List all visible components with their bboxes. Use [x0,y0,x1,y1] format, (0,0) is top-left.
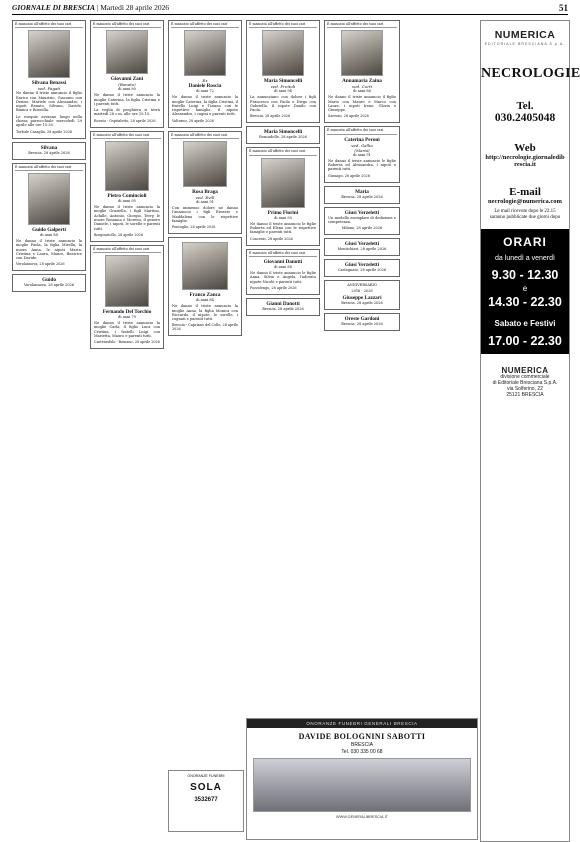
email-note: Le mail ricevute dopo le 22.15 saranno pubblicate due giorni dopo [489,209,561,220]
deceased-name: Oreste Gardoni [344,316,380,323]
deceased-name: Giusi Verzeletti [344,209,380,216]
deceased-age: di anni 88 [40,232,58,237]
deceased-name: Giuseppe Lazzari [342,295,382,302]
publication-name: GIORNALE DI BRESCIA [12,3,95,12]
ad-phone: Tel. 030 335 00 68 [341,749,383,755]
obituary-primo-florini [246,147,320,245]
obituary-giusi-verzeletti-2 [324,238,400,256]
deceased-nickname: (Maria) [354,147,370,153]
ad-website: WWW.GENERALIBRESCIA.IT [336,815,388,819]
necrologie-ad [480,20,580,842]
issue-date: Martedì 28 aprile 2026 [100,3,170,12]
hours-title: ORARI [503,235,547,249]
portrait-photo [184,30,226,76]
portrait-photo [183,141,227,187]
notice-line: È mancata all'affetto dei suoi cari [327,22,397,28]
notice-line: È mancata all'affetto dei suoi cari [15,22,83,28]
page-number: 51 [559,3,568,13]
deceased-name: Silvana [40,144,58,151]
obituary-annamaria-zaina [324,20,400,123]
obituary-franco-zanca [168,237,242,336]
numerica-subtitle: EDITORIALE BRESCIANA S.p.A. [484,42,566,46]
obituary-text: Con immenso dolore ne danno l'annuncio i figli Ernesto e Maddalena con le rispettive famiglie. [172,206,238,223]
obituary-text: Ne danno il triste annuncio la moglie Anna, la figlia Monica con Riccardo, il nipote, le sorelle, i cognati e parenti tutti. [172,304,238,322]
obituary-closing: Pozzolengo, 28 aprile 2026 [250,285,297,290]
obituary-text: Le esequie avranno luogo nella chiesa parrocchiale mercoledì 29 aprile alle ore 15.30. [16,114,82,128]
deceased-age: di anni 95 [118,199,136,204]
ad-onoranze-generali[interactable] [246,718,478,840]
deceased-age: di anni 88 [274,264,292,269]
obituary-closing: Brescia, 28 aprile 2026 [341,194,383,199]
portrait-photo [105,141,149,191]
deceased-name: Maria Simoncelli [263,78,303,85]
web-link[interactable]: http://necrologie.giornaledibrescia.it [485,154,565,168]
obituary-text: La veglia di preghiera si terrà martedì 28 c.m. alle ore 19.15. [94,108,160,117]
obituary-daniele-roscia [168,20,242,128]
obituary-fernando-del-torchio [90,245,164,349]
obituary-giovanni-zani [90,20,164,128]
deceased-age: di anni 91 [353,152,371,157]
obituary-closing: Brescia, 28 aprile 2026 [250,114,291,119]
ad-title: ONORANZE FUNEBRI [187,774,225,778]
ad-header: ONORANZE FUNEBRI GENERALI BRESCIA [247,719,477,728]
obituary-gianni-danotti [246,298,320,316]
footer-brand: NUMERICA [501,366,549,375]
column-5 [324,20,400,334]
obituary-closing: Gussago, 28 aprile 2026 [328,173,370,178]
obituary-closing: Verolanuova, 28 aprile 2026 [23,283,75,288]
deceased-name: Silvana Benassi [31,80,67,87]
obituary-maria-simoncelli [246,20,320,123]
notice-line: È mancato all'affetto dei suoi cari [93,22,161,28]
deceased-name: Giusi Verzeletti [344,262,380,269]
ad-city: BRESCIA [351,742,373,748]
deceased-subtitle: ved. Freitoli [270,84,296,90]
obituary-text: Ne danno il triste annuncio la moglie Caterina, la figlia Cristina e i parenti tutti. [94,93,160,106]
ad-phone: 3532677 [194,797,218,803]
portrait-photo [262,30,304,76]
deceased-subtitle: Ex [202,78,208,84]
deceased-name: Annamaria Zaina [342,78,382,85]
obituary-text: Ne danno il triste annuncio la moglie Caterina, la figlia Cristina, il fratello Luigi e Tiziano con le rispettive famiglie, il nipote Alessandro, i cugini e parenti tutti. [172,95,238,117]
tel-label: Tel. [516,100,534,112]
deceased-name: Daniele Roscia [188,83,222,90]
deceased-subtitle: ved. Pagati [37,86,61,92]
ad-footer [481,368,569,398]
obituary-oreste-gardoni [324,313,400,331]
obituary-closing: Pontoglio, 28 aprile 2026 [172,225,216,230]
deceased-name: Guido [42,277,56,284]
deceased-name: Giusi Verzeletti [344,241,380,248]
deceased-name: Maria [355,188,369,195]
tel-number[interactable]: 030.2405048 [494,112,556,124]
column-3 [168,20,242,339]
obituary-closing: Brescia, 28 aprile 2026 [341,301,383,306]
notice-line: È mancata all'affetto dei suoi cari [171,133,239,139]
obituary-silvana [12,142,86,160]
notice-line: È mancata all'affetto dei suoi cari [15,165,83,171]
notice-line: È mancato all'affetto dei suoi cari [249,149,317,155]
weekend-label: Sabato e Festivi [494,319,556,328]
obituary-closing: Brescia, 28 aprile 2026 [28,150,70,155]
ad-onoranze-sola[interactable] [168,770,244,832]
obituary-caterina-peroni [324,126,400,182]
deceased-age: di anni 94 [274,89,292,94]
obituary-rosa-braga [168,131,242,234]
anniversary-dates: 2016 - 2026 [351,289,373,294]
portrait-photo [28,30,70,78]
obituary-closing: Castegnato, 28 aprile 2026 [337,268,387,273]
obituary-closing: Volturno, 28 aprile 2026 [172,118,214,123]
page-header [12,2,568,15]
email-link[interactable]: necrologie@numerica.com [488,198,562,205]
obituary-closing: Montichiari, 28 aprile 2026 [337,247,387,252]
obituary-closing: Castenedolo - Remano, 28 aprile 2026 [94,340,160,345]
anniversary-label: ANNIVERSARIO [347,283,377,288]
notice-line: È mancato all'affetto dei suoi cari [93,247,161,253]
obituary-text: Ne danno il triste annuncio la moglie Paola, la figlia Mirella, la nuora Anna, le nipoti Marta, Cristina e Laura, Mauro, Beatrice con Davide. [16,238,82,261]
footer-line: divisione commerciale [500,374,550,380]
footer-city: 25121 BRESCIA [506,392,544,398]
obituary-closing: Brescia, 28 aprile 2026 [262,306,304,311]
obituary-text: La annunciano con dolore i figli Francesco con Paola e Diego con Gabriella, il nipote Danilo con Paola. [250,95,316,113]
email-label: E-mail [509,186,541,198]
portrait-photo [261,158,305,208]
deceased-age: di anni 72 [196,89,214,94]
notice-line: È mancato all'affetto dei suoi cari [93,133,161,139]
deceased-subtitle: ved. Corti [352,84,372,90]
deceased-subtitle: ved. Evill [195,195,215,201]
obituary-closing: Verolanuova, 28 aprile 2026 [16,262,65,267]
deceased-age: di anni 93 [274,215,292,220]
obituary-text: Un modello esemplare di dedizione e competenza. [328,215,396,224]
deceased-name: Maria Simoncelli [263,129,303,136]
obituary-text: Ne danno il triste annuncio le figlie Roberta ed Elena con le rispettive famiglie e parenti tutti. [250,221,316,235]
deceased-subtitle: ved. Gallia [351,142,373,148]
notice-line: È mancato all'affetto dei suoi cari [171,22,239,28]
hours-weekend: 17.00 - 22.30 [488,334,562,348]
obituary-closing: Torbole Casaglia, 28 aprile 2026 [16,129,73,134]
deceased-name: Guido Galperti [32,226,66,233]
portrait-photo [182,242,228,290]
anniversary-giuseppe-lazzari [324,280,400,310]
obituary-closing: Roncadelle, 28 aprile 2026 [259,135,307,140]
column-4 [246,20,320,319]
obituary-closing: Concesio, 28 aprile 2026 [250,236,293,241]
hours-afternoon: 14.30 - 22.30 [488,295,562,309]
deceased-name: Pietro Comincioli [107,193,147,200]
hours-morning: 9.30 - 12.30 [491,268,559,282]
deceased-subtitle: (Bonato) [118,82,136,88]
web-label: Web [514,142,536,154]
deceased-name: Giovanni Danotti [263,258,303,265]
notice-line: È mancata all'affetto dei suoi cari [327,128,397,134]
obituary-closing: Sarezzo, 28 aprile 2026 [328,114,369,119]
deceased-name: Franco Zanca [189,292,221,299]
deceased-age: di anni 80 [118,87,136,92]
obituary-text: Ne danno il triste annuncio la moglie Graziella, i figli Martino, Achille, Antonio, Giorgio, Terry, le nuore Rosanna e Moreno, il genero Daniele, i nipoti, le sorelle e parenti tutti. [94,205,160,231]
obituary-guido-galperti [12,163,86,272]
deceased-name: Fernando Del Torchio [102,309,152,316]
ad-brand-name: DAVIDE BOLOGNINI SABOTTI [298,732,426,741]
separator: | [96,3,101,12]
footer-line: di Editoriale Bresciana S.p.A. [492,380,558,386]
obituary-maria [324,186,400,204]
obituary-text: Ne danno il triste annuncio le figlie Roberta ed Alessandra, i nipoti e parenti tutti. [328,158,396,172]
deceased-name: Gianni Danotti [266,300,300,307]
deceased-age: di anni 79 [118,315,136,320]
portrait-photo [106,30,148,74]
deceased-name: Giovanni Zani [110,76,144,83]
deceased-age: di anni 91 [196,200,214,205]
obituary-maria-simoncelli-2 [246,126,320,144]
hours-conjunction: e [522,284,528,293]
obituary-closing: Brescia, 28 aprile 2026 [341,322,383,327]
obituary-pietro-comincioli [90,131,164,242]
deceased-name: Caterina Peroni [344,136,380,143]
obituary-guido [12,274,86,292]
notice-line: È mancato all'affetto dei suoi cari [249,251,317,257]
deceased-age: di anni 84 [196,298,214,303]
obituary-text: Ne danno il triste annuncio la moglie Carla, il figlio Luca con Cristina, i fratelli Luigi con Marietta, Mauro e parenti tutti. [94,321,160,339]
portrait-photo [28,173,70,225]
notice-line: È mancata all'affetto dei suoi cari [249,22,317,28]
obituary-giovanni-danotti [246,249,320,295]
deceased-name: Rosa Braga [192,189,218,196]
weekdays-label: da lunedì a venerdì [495,255,555,262]
obituary-closing: Milano, 28 aprile 2026 [341,226,383,231]
obituary-giusi-verzeletti [324,207,400,236]
footer-address: via Solferino, 22 [507,386,543,392]
ad-brand-name: SOLA [190,782,222,793]
numerica-logo: NUMERICA [494,29,556,41]
deceased-name: Primo Florini [267,209,299,216]
obituary-closing: Borgosatollo, 28 aprile 2026 [94,232,143,237]
obituary-silvana-benassi [12,20,86,139]
column-2 [90,20,164,352]
deceased-age: di anni 86 [353,89,371,94]
portrait-photo [105,255,149,307]
portrait-photo [341,30,383,76]
obituary-text: Ne danno il triste annuncio il figlio Mario con Mauro e Marco con Laura, i nipoti Irene, Gloria e Giuseppe. [328,95,396,113]
obituary-giusi-verzeletti-3 [324,259,400,277]
obituary-text: Ne danno il triste annuncio il figlio Enrico con Maurizio, Giacomo con Denise, Mariele con Alessandro, i nipoti Renato, Silvano, Davide, Bianca e Rossella. [16,91,82,113]
obituary-closing: Rovato - Ospitaletto, 28 aprile 2026 [94,118,156,123]
obituary-closing: Brescia - Capriano del Colle, 28 aprile 2026 [172,323,238,332]
hours-panel [481,229,569,354]
ad-photo [253,758,471,812]
ad-title: NECROLOGIE [481,66,580,81]
column-1 [12,20,86,295]
obituary-text: Ne danno il triste annuncio le figlie Anna, Silvia e Angela, l'adorato nipote Nicolò e parenti tutti. [250,270,316,284]
